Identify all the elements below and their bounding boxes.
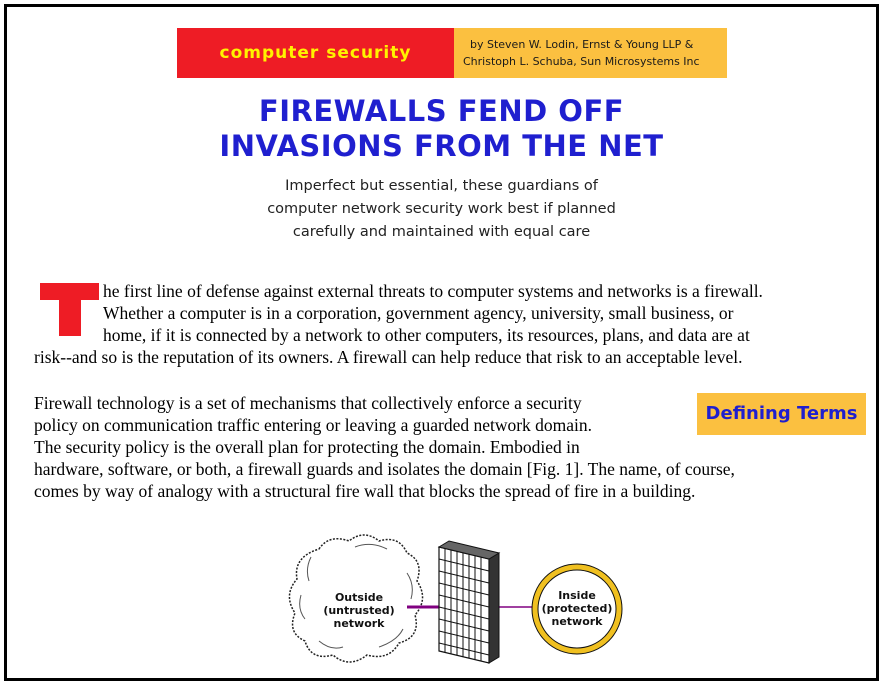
article-title-line-1: FIREWALLS FEND OFF <box>258 94 625 128</box>
defining-terms-button[interactable] <box>697 393 866 435</box>
paragraph-2-line-4: hardware, software, or both, a firewall guards and isolates the domain [Fig. 1]. The name, of course, <box>34 459 735 479</box>
byline-line-1: by Steven W. Lodin, Ernst & Young LLP & <box>470 38 694 51</box>
paragraph-1-line-2: Whether a computer is in a corporation, government agency, university, small business, or <box>103 303 734 323</box>
subtitle-line-3: carefully and maintained with equal care <box>292 224 591 240</box>
drop-cap <box>40 283 99 336</box>
paragraph-1-line-3: home, if it is connected by a network to other computers, its resources, plans, and data are at <box>103 325 750 345</box>
byline-line-2: Christoph L. Schuba, Sun Microsystems Inc <box>463 55 700 68</box>
subtitle-line-2: computer network security work best if planned <box>267 201 616 217</box>
paragraph-1-line-4: risk--and so is the reputation of its owners. A firewall can help reduce that risk to an acceptable level. <box>34 347 743 367</box>
paragraph-2-line-5: comes by way of analogy with a structural fire wall that blocks the spread of fire in a building. <box>34 481 696 501</box>
paragraph-1-line-1: he first line of defense against external threats to computer systems and networks is a firewall. <box>103 281 763 301</box>
section-banner <box>177 28 454 78</box>
paragraph-2-line-3: The security policy is the overall plan for protecting the domain. Embodied in <box>34 437 580 457</box>
article-title-line-2: INVASIONS FROM THE NET <box>219 129 664 163</box>
inside-network-label: Inside (protected) network <box>541 589 613 628</box>
paragraph-2-line-2: policy on communication traffic entering or leaving a guarded network domain. <box>34 415 593 435</box>
article-frame <box>4 4 879 681</box>
firewall-wall-icon <box>439 541 499 663</box>
defining-terms-label: Defining Terms <box>705 403 858 424</box>
subtitle-line-1: Imperfect but essential, these guardians of <box>285 178 598 194</box>
paragraph-2-line-1: Firewall technology is a set of mechanisms that collectively enforce a security <box>34 393 582 413</box>
drop-cap-stem <box>59 283 81 336</box>
firewall-figure <box>279 529 629 679</box>
outside-network-label: Outside (untrusted) network <box>323 591 395 630</box>
section-label: computer security <box>219 43 412 63</box>
byline-banner <box>454 28 727 78</box>
